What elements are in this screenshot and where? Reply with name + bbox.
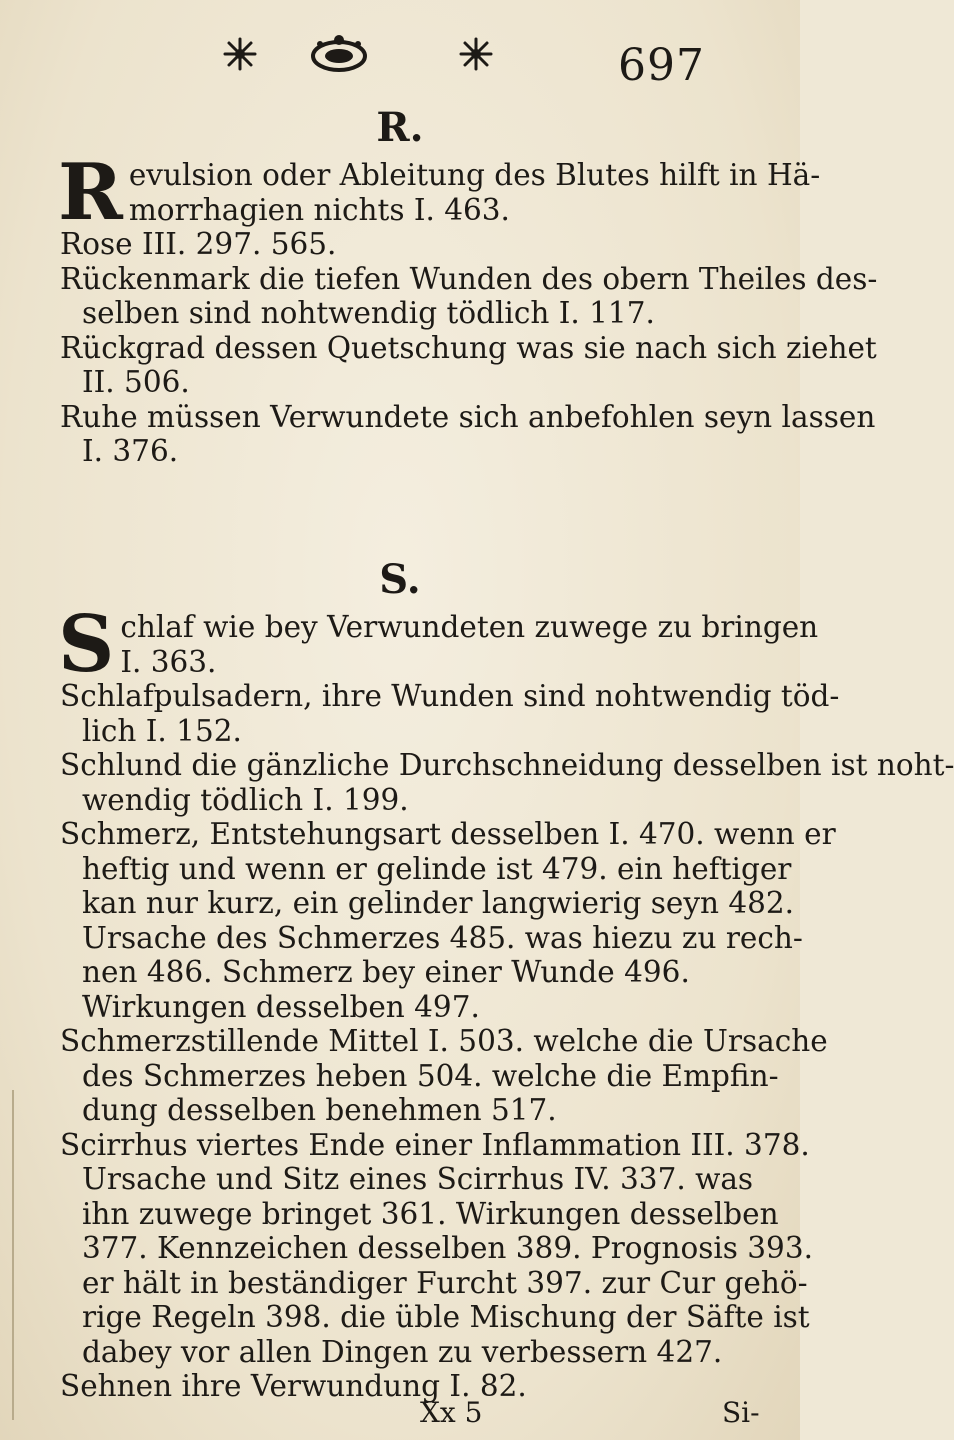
index-entry (60, 748, 954, 817)
index-entry (58, 147, 821, 238)
index-entry (60, 679, 840, 748)
index-entry (60, 1369, 760, 1404)
section-heading-r: R. (376, 104, 424, 151)
page-header (0, 28, 800, 98)
star-ornament-icon (222, 36, 258, 72)
entry-continuation-line: 377. Kennzeichen desselben 389. Prognosis 393. (82, 1231, 813, 1265)
index-entry (60, 261, 878, 331)
page-number: 697 (618, 40, 705, 91)
entry-continuation-line: des Schmerzes heben 504. welche die Empfin- (82, 1058, 779, 1093)
entry-headword-line: Schmerz, Entstehungsart desselben I. 470. wenn er (60, 817, 836, 851)
signature-mark: Xx 5 (420, 1396, 483, 1429)
entry-continuation-line: selben sind nohtwendig tödlich I. 117. (82, 296, 655, 330)
entry-continuation-line: II. 506. (82, 365, 190, 399)
index-entry (60, 1024, 828, 1128)
entry-headword-line: Sehnen ihre Verwundung I. 82. (60, 1369, 527, 1403)
entry-continuation-line: rige Regeln 398. die üble Mischung der Säfte ist (82, 1300, 810, 1334)
entry-continuation-line: heftig und wenn er gelinde ist 479. ein heftiger (82, 851, 792, 886)
entry-headword-line: Schlafpulsadern, ihre Wunden sind nohtwendig töd- (60, 679, 840, 713)
entry-continuation-line: er hält in beständiger Furcht 397. zur Cur gehö- (82, 1265, 808, 1300)
index-entry (60, 399, 876, 469)
index-entry (60, 817, 836, 1024)
entry-headword-line: Ruhe müssen Verwundete sich anbefohlen seyn lassen (60, 399, 876, 434)
index-entry (60, 330, 877, 400)
entry-continuation-line: kan nur kurz, ein gelinder langwierig seyn 482. (82, 886, 795, 920)
entry-continuation-line: I. 363. (120, 644, 217, 679)
star-ornament-icon (458, 36, 494, 72)
drop-cap: R (58, 147, 123, 238)
entry-continuation-line: Wirkungen desselben 497. (82, 989, 480, 1024)
crown-ornament-icon (308, 32, 370, 74)
index-entries-s (58, 599, 954, 1404)
index-entry (58, 599, 819, 690)
section-heading-s: S. (379, 556, 421, 603)
page-edge-shadow (12, 1090, 14, 1420)
entry-continuation-line: lich I. 152. (82, 713, 242, 748)
entry-continuation-line: wendig tödlich I. 199. (82, 782, 409, 817)
entry-headword-line: Schmerzstillende Mittel I. 503. welche die Ursache (60, 1024, 828, 1058)
entry-headword-line: Schlaf wie bey Verwundeten zuwege zu bringen (58, 599, 819, 690)
entry-headword-line: Rose III. 297. 565. (60, 227, 337, 261)
entry-headword-line: Schlund die gänzliche Durchschneidung desselben ist noht- (60, 748, 954, 782)
index-entry (60, 1127, 813, 1370)
entry-continuation-line: dabey vor allen Dingen zu verbessern 427. (82, 1334, 723, 1369)
entry-continuation-line: Ursache und Sitz eines Scirrhus IV. 337. was (82, 1162, 754, 1196)
index-entry (60, 227, 760, 262)
entry-headword-line: Rückenmark die tiefen Wunden des obern Theiles des- (60, 261, 878, 296)
entry-continuation-line: Ursache des Schmerzes 485. was hiezu zu rech- (82, 920, 803, 955)
entry-continuation-line: morrhagien nichts I. 463. (128, 192, 510, 227)
catchword: Si- (722, 1396, 760, 1429)
entry-headword-line: Revulsion oder Ableitung des Blutes hilft in Hä- (58, 147, 821, 238)
entry-continuation-line: nen 486. Schmerz bey einer Wunde 496. (82, 955, 690, 989)
drop-cap: S (58, 599, 115, 690)
entry-continuation-line: I. 376. (82, 434, 179, 468)
index-entries-r (58, 147, 878, 469)
entry-continuation-line: dung desselben benehmen 517. (82, 1093, 557, 1127)
entry-continuation-line: ihn zuwege bringet 361. Wirkungen desselben (82, 1196, 779, 1231)
entry-headword-line: Scirrhus viertes Ende einer Inflammation III. 378. (60, 1127, 810, 1162)
entry-headword-line: Rückgrad dessen Quetschung was sie nach sich ziehet (60, 330, 877, 365)
